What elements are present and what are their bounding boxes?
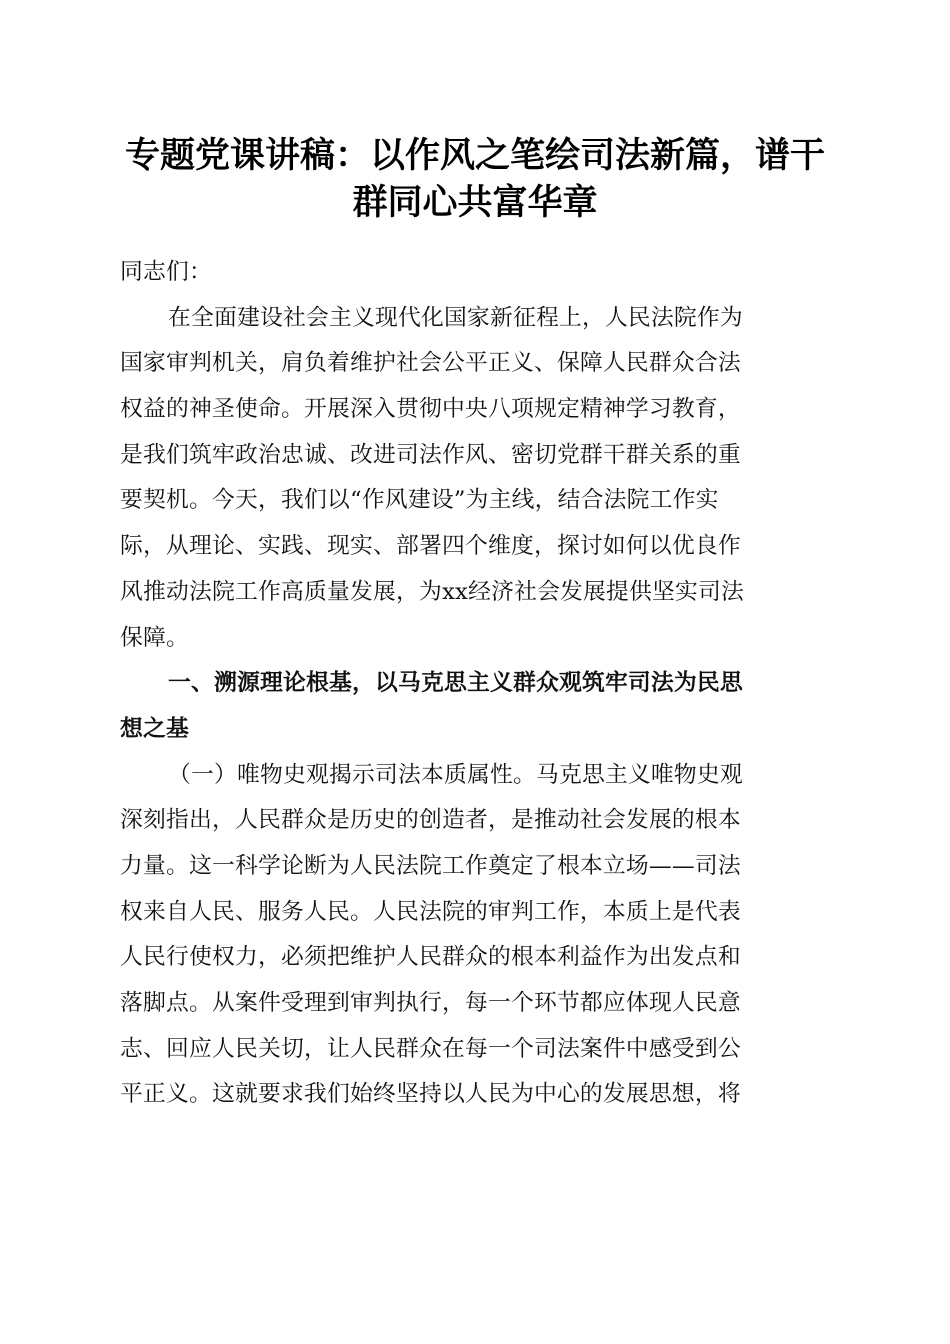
title-line-1: 专题党课讲稿：以作风之笔绘司法新篇，谱干 [124, 135, 825, 176]
intro-line: 国家审判机关，肩负着维护社会公平正义、保障人民群众合法 [120, 350, 741, 377]
section-heading-line: 一、溯源理论根基，以马克思主义群众观筑牢司法为民思 [168, 670, 743, 697]
intro-paragraph [120, 296, 826, 662]
paragraph-line: 权来自人民、服务人民。人民法院的审判工作，本质上是代表 [120, 898, 741, 925]
intro-line: 要契机。今天，我们以“作风建设”为主线，结合法院工作实 [120, 487, 719, 514]
section-1-heading [120, 661, 826, 752]
paragraph-line: 志、回应人民关切，让人民群众在每一个司法案件中感受到公 [120, 1035, 741, 1062]
document-title [100, 132, 850, 226]
paragraph-line: 人民行使权力，必须把维护人民群众的根本利益作为出发点和 [120, 944, 741, 971]
paragraph-line: 深刻指出，人民群众是历史的创造者，是推动社会发展的根本 [120, 807, 741, 834]
intro-line: 权益的神圣使命。开展深入贯彻中央八项规定精神学习教育， [120, 396, 741, 423]
greeting [120, 250, 826, 296]
title-line-2: 群同心共富华章 [352, 182, 598, 223]
intro-line: 际，从理论、实践、现实、部署四个维度，探讨如何以优良作 [120, 533, 741, 560]
greeting-line: 同志们： [120, 259, 212, 285]
paragraph-line: （一）唯物史观揭示司法本质属性。马克思主义唯物史观 [168, 761, 743, 788]
paragraph-line: 力量。这一科学论断为人民法院工作奠定了根本立场——司法 [120, 852, 741, 879]
intro-line: 风推动法院工作高质量发展，为xx经济社会发展提供坚实司法 [120, 578, 745, 605]
intro-line: 是我们筑牢政治忠诚、改进司法作风、密切党群干群关系的重 [120, 441, 741, 468]
section-heading-line: 想之基 [120, 715, 189, 742]
section-1-paragraph [120, 753, 826, 1119]
paragraph-line: 落脚点。从案件受理到审判执行，每一个环节都应体现人民意 [120, 990, 741, 1016]
intro-line: 在全面建设社会主义现代化国家新征程上，人民法院作为 [168, 304, 743, 331]
document-body [120, 250, 826, 1118]
paragraph-line: 平正义。这就要求我们始终坚持以人民为中心的发展思想，将 [120, 1081, 741, 1108]
intro-line: 保障。 [120, 624, 189, 651]
